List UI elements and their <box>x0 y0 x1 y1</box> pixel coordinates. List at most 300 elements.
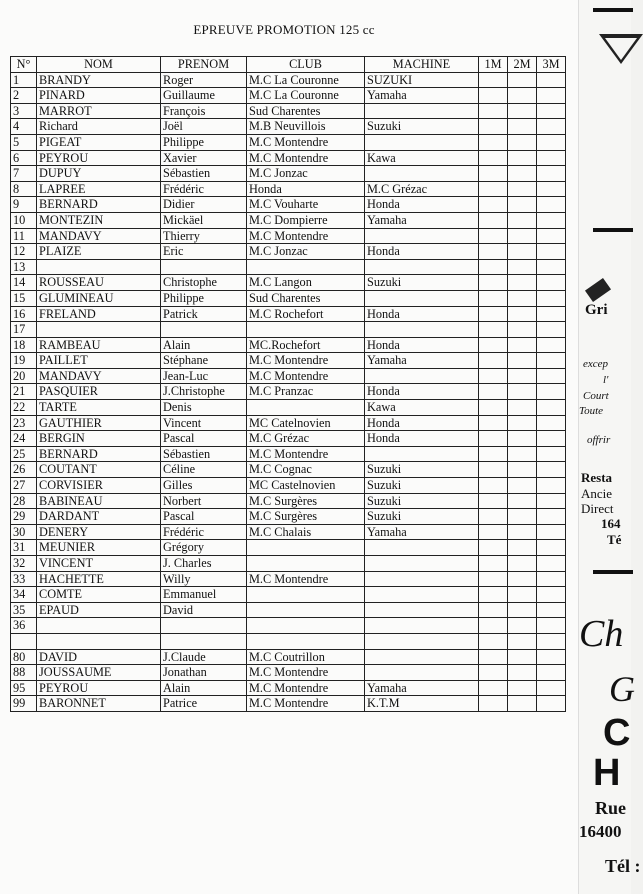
rider-machine-cell: SUZUKI <box>365 72 479 88</box>
result-1m-cell <box>479 649 508 665</box>
rider-club-cell: MC.Rochefort <box>247 337 365 353</box>
result-3m-cell <box>537 353 566 369</box>
side-text-fragment: G <box>609 669 635 709</box>
result-2m-cell <box>508 618 537 634</box>
rider-number-cell: 35 <box>11 602 37 618</box>
rider-nom-cell: GLUMINEAU <box>37 290 161 306</box>
rider-nom-cell: MANDAVY <box>37 368 161 384</box>
result-3m-cell <box>537 509 566 525</box>
result-2m-cell <box>508 462 537 478</box>
table-row <box>11 72 566 88</box>
rider-prenom-cell: Thierry <box>161 228 247 244</box>
rider-prenom-cell <box>161 322 247 338</box>
rider-machine-cell: Honda <box>365 337 479 353</box>
rider-number-cell: 22 <box>11 400 37 416</box>
table-row <box>11 509 566 525</box>
header-row <box>11 57 566 73</box>
result-2m-cell <box>508 103 537 119</box>
rider-prenom-cell: Alain <box>161 337 247 353</box>
rider-club-cell: Honda <box>247 181 365 197</box>
table-row <box>11 166 566 182</box>
result-2m-cell <box>508 275 537 291</box>
result-1m-cell <box>479 540 508 556</box>
result-2m-cell <box>508 134 537 150</box>
rider-nom-cell: COMTE <box>37 587 161 603</box>
rider-machine-cell: Honda <box>365 244 479 260</box>
result-2m-cell <box>508 228 537 244</box>
result-1m-cell <box>479 384 508 400</box>
result-2m-cell <box>508 400 537 416</box>
table-row <box>11 181 566 197</box>
table-row <box>11 212 566 228</box>
rider-club-cell <box>247 587 365 603</box>
rider-machine-cell: K.T.M <box>365 696 479 712</box>
rider-club-cell <box>247 556 365 572</box>
rider-machine-cell: Suzuki <box>365 478 479 494</box>
table-row <box>11 431 566 447</box>
rider-nom-cell: BERGIN <box>37 431 161 447</box>
result-1m-cell <box>479 478 508 494</box>
result-1m-cell <box>479 166 508 182</box>
result-1m-cell <box>479 72 508 88</box>
rider-prenom-cell: Patrick <box>161 306 247 322</box>
result-2m-cell <box>508 306 537 322</box>
results-body <box>11 72 566 711</box>
rider-number-cell: 10 <box>11 212 37 228</box>
rider-number-cell: 32 <box>11 556 37 572</box>
result-3m-cell <box>537 415 566 431</box>
result-2m-cell <box>508 353 537 369</box>
result-1m-cell <box>479 88 508 104</box>
rider-club-cell <box>247 259 365 275</box>
result-1m-cell <box>479 602 508 618</box>
rider-machine-cell: Kawa <box>365 150 479 166</box>
rider-prenom-cell <box>161 633 247 649</box>
rider-prenom-cell: Joël <box>161 119 247 135</box>
result-3m-cell <box>537 212 566 228</box>
rider-number-cell: 30 <box>11 524 37 540</box>
rider-club-cell: M.C Montendre <box>247 368 365 384</box>
result-2m-cell <box>508 415 537 431</box>
rider-club-cell: M.C Montendre <box>247 228 365 244</box>
adjacent-page-edge <box>578 0 641 894</box>
result-1m-cell <box>479 150 508 166</box>
result-1m-cell <box>479 524 508 540</box>
rider-nom-cell <box>37 618 161 634</box>
result-3m-cell <box>537 665 566 681</box>
table-row <box>11 462 566 478</box>
side-text-fragment: offrir <box>587 434 611 446</box>
rider-machine-cell <box>365 633 479 649</box>
result-1m-cell <box>479 212 508 228</box>
result-3m-cell <box>537 618 566 634</box>
rider-number-cell: 2 <box>11 88 37 104</box>
table-row <box>11 493 566 509</box>
rider-prenom-cell <box>161 618 247 634</box>
table-row <box>11 275 566 291</box>
result-1m-cell <box>479 119 508 135</box>
side-text-fragment: Resta <box>581 470 613 485</box>
rider-club-cell: MC Catelnovien <box>247 415 365 431</box>
rider-machine-cell: M.C Grézac <box>365 181 479 197</box>
rider-number-cell: 13 <box>11 259 37 275</box>
col-header-nom: NOM <box>37 57 161 73</box>
result-3m-cell <box>537 103 566 119</box>
table-row <box>11 415 566 431</box>
result-2m-cell <box>508 524 537 540</box>
rider-nom-cell: LAPREE <box>37 181 161 197</box>
rider-club-cell: M.C Cognac <box>247 462 365 478</box>
result-1m-cell <box>479 556 508 572</box>
rider-nom-cell: RAMBEAU <box>37 337 161 353</box>
result-2m-cell <box>508 665 537 681</box>
result-3m-cell <box>537 181 566 197</box>
result-2m-cell <box>508 556 537 572</box>
rider-nom-cell <box>37 633 161 649</box>
side-text-fragment: excep <box>583 358 609 370</box>
rider-nom-cell: PLAIZE <box>37 244 161 260</box>
rider-number-cell: 29 <box>11 509 37 525</box>
rider-machine-cell <box>365 103 479 119</box>
divider-bar <box>593 228 633 232</box>
result-3m-cell <box>537 540 566 556</box>
rider-machine-cell <box>365 602 479 618</box>
result-3m-cell <box>537 556 566 572</box>
rider-prenom-cell: J.Christophe <box>161 384 247 400</box>
result-3m-cell <box>537 322 566 338</box>
result-1m-cell <box>479 244 508 260</box>
result-2m-cell <box>508 244 537 260</box>
rider-nom-cell: PINARD <box>37 88 161 104</box>
rider-nom-cell <box>37 259 161 275</box>
result-1m-cell <box>479 306 508 322</box>
rider-prenom-cell: Pascal <box>161 431 247 447</box>
rider-club-cell: M.C Langon <box>247 275 365 291</box>
table-row <box>11 524 566 540</box>
rider-club-cell: M.C Montendre <box>247 353 365 369</box>
result-2m-cell <box>508 150 537 166</box>
result-3m-cell <box>537 431 566 447</box>
result-3m-cell <box>537 633 566 649</box>
rider-nom-cell: DAVID <box>37 649 161 665</box>
rider-nom-cell: JOUSSAUME <box>37 665 161 681</box>
rider-prenom-cell: Roger <box>161 72 247 88</box>
result-3m-cell <box>537 571 566 587</box>
result-1m-cell <box>479 571 508 587</box>
rider-nom-cell: MONTEZIN <box>37 212 161 228</box>
side-text-fragment: Té <box>607 532 622 547</box>
rider-club-cell: MC Castelnovien <box>247 478 365 494</box>
rider-number-cell: 17 <box>11 322 37 338</box>
rider-club-cell <box>247 602 365 618</box>
rider-machine-cell <box>365 556 479 572</box>
rider-nom-cell: BABINEAU <box>37 493 161 509</box>
rider-machine-cell: Suzuki <box>365 493 479 509</box>
rider-prenom-cell: Didier <box>161 197 247 213</box>
table-row <box>11 680 566 696</box>
rider-prenom-cell: Denis <box>161 400 247 416</box>
side-text-fragment: Direct <box>581 501 614 516</box>
rider-nom-cell: Richard <box>37 119 161 135</box>
rider-nom-cell: PAILLET <box>37 353 161 369</box>
rider-nom-cell: PEYROU <box>37 680 161 696</box>
table-row <box>11 384 566 400</box>
rider-number-cell: 31 <box>11 540 37 556</box>
result-3m-cell <box>537 259 566 275</box>
result-2m-cell <box>508 571 537 587</box>
rider-prenom-cell: Stéphane <box>161 353 247 369</box>
rider-prenom-cell: Philippe <box>161 134 247 150</box>
side-text-fragment: Toute <box>579 405 604 417</box>
rider-machine-cell: Honda <box>365 384 479 400</box>
side-text-fragment: 164 <box>601 516 621 531</box>
rider-nom-cell: BERNARD <box>37 446 161 462</box>
rider-number-cell: 1 <box>11 72 37 88</box>
result-3m-cell <box>537 524 566 540</box>
result-3m-cell <box>537 244 566 260</box>
result-1m-cell <box>479 181 508 197</box>
rider-club-cell: M.C Montendre <box>247 665 365 681</box>
rider-prenom-cell: Pascal <box>161 509 247 525</box>
result-3m-cell <box>537 462 566 478</box>
result-3m-cell <box>537 72 566 88</box>
rider-club-cell: M.C Montendre <box>247 680 365 696</box>
rider-number-cell: 99 <box>11 696 37 712</box>
rider-number-cell: 28 <box>11 493 37 509</box>
rider-prenom-cell: Patrice <box>161 696 247 712</box>
rider-club-cell: M.C Surgères <box>247 493 365 509</box>
result-3m-cell <box>537 446 566 462</box>
rider-number-cell: 88 <box>11 665 37 681</box>
result-1m-cell <box>479 103 508 119</box>
rider-machine-cell: Yamaha <box>365 212 479 228</box>
table-row <box>11 337 566 353</box>
result-3m-cell <box>537 368 566 384</box>
result-3m-cell <box>537 228 566 244</box>
side-text-fragment: Ancie <box>581 486 613 501</box>
result-1m-cell <box>479 368 508 384</box>
rider-club-cell <box>247 633 365 649</box>
table-row <box>11 649 566 665</box>
rider-club-cell: M.C Jonzac <box>247 166 365 182</box>
rider-nom-cell: FRELAND <box>37 306 161 322</box>
result-1m-cell <box>479 134 508 150</box>
rider-number-cell: 25 <box>11 446 37 462</box>
result-2m-cell <box>508 290 537 306</box>
side-text-fragment: Court <box>583 390 609 402</box>
rider-prenom-cell: Philippe <box>161 290 247 306</box>
table-row <box>11 633 566 649</box>
result-3m-cell <box>537 696 566 712</box>
rider-nom-cell: BARONNET <box>37 696 161 712</box>
rider-nom-cell: MARROT <box>37 103 161 119</box>
rider-number-cell: 95 <box>11 680 37 696</box>
rider-nom-cell: MANDAVY <box>37 228 161 244</box>
rider-club-cell: M.C Dompierre <box>247 212 365 228</box>
rider-prenom-cell: Eric <box>161 244 247 260</box>
rider-number-cell: 19 <box>11 353 37 369</box>
rider-club-cell <box>247 400 365 416</box>
rider-club-cell: M.C Pranzac <box>247 384 365 400</box>
rider-number-cell: 27 <box>11 478 37 494</box>
table-row <box>11 602 566 618</box>
rider-prenom-cell: Frédéric <box>161 524 247 540</box>
table-row <box>11 134 566 150</box>
rider-prenom-cell: Norbert <box>161 493 247 509</box>
result-2m-cell <box>508 119 537 135</box>
side-text-fragment: 16400 <box>579 822 622 841</box>
result-2m-cell <box>508 88 537 104</box>
rider-number-cell: 5 <box>11 134 37 150</box>
rider-number-cell: 23 <box>11 415 37 431</box>
result-2m-cell <box>508 197 537 213</box>
rider-number-cell: 4 <box>11 119 37 135</box>
rider-prenom-cell: Emmanuel <box>161 587 247 603</box>
col-header-prenom: PRENOM <box>161 57 247 73</box>
rider-number-cell: 3 <box>11 103 37 119</box>
result-1m-cell <box>479 290 508 306</box>
rider-nom-cell: TARTE <box>37 400 161 416</box>
result-2m-cell <box>508 633 537 649</box>
result-2m-cell <box>508 602 537 618</box>
rider-number-cell: 11 <box>11 228 37 244</box>
result-3m-cell <box>537 275 566 291</box>
rider-machine-cell <box>365 446 479 462</box>
result-2m-cell <box>508 478 537 494</box>
result-2m-cell <box>508 181 537 197</box>
rider-number-cell: 18 <box>11 337 37 353</box>
rider-machine-cell: Yamaha <box>365 88 479 104</box>
result-2m-cell <box>508 446 537 462</box>
result-2m-cell <box>508 384 537 400</box>
rider-prenom-cell: Xavier <box>161 150 247 166</box>
rider-club-cell: M.C Surgères <box>247 509 365 525</box>
rider-machine-cell <box>365 571 479 587</box>
rider-nom-cell: PEYROU <box>37 150 161 166</box>
divider-bar <box>593 8 633 12</box>
rider-nom-cell: BERNARD <box>37 197 161 213</box>
rider-machine-cell <box>365 665 479 681</box>
side-text-fragment: l' <box>603 374 609 386</box>
rider-machine-cell: Yamaha <box>365 353 479 369</box>
rider-club-cell: M.C Jonzac <box>247 244 365 260</box>
rider-machine-cell: Honda <box>365 415 479 431</box>
rider-club-cell: M.C La Couronne <box>247 72 365 88</box>
rider-club-cell: M.B Neuvillois <box>247 119 365 135</box>
result-1m-cell <box>479 353 508 369</box>
rider-prenom-cell: Sébastien <box>161 446 247 462</box>
rider-club-cell: M.C Coutrillon <box>247 649 365 665</box>
ribbon-badge-icon <box>585 278 611 302</box>
result-1m-cell <box>479 322 508 338</box>
rider-prenom-cell: Alain <box>161 680 247 696</box>
result-3m-cell <box>537 587 566 603</box>
result-1m-cell <box>479 696 508 712</box>
result-2m-cell <box>508 587 537 603</box>
table-row <box>11 322 566 338</box>
results-table <box>10 56 566 712</box>
result-2m-cell <box>508 649 537 665</box>
col-header-1m: 1M <box>479 57 508 73</box>
rider-nom-cell: DARDANT <box>37 509 161 525</box>
result-3m-cell <box>537 493 566 509</box>
rider-machine-cell: Suzuki <box>365 275 479 291</box>
table-row <box>11 88 566 104</box>
result-1m-cell <box>479 509 508 525</box>
rider-number-cell: 15 <box>11 290 37 306</box>
result-1m-cell <box>479 462 508 478</box>
table-row <box>11 244 566 260</box>
table-row <box>11 446 566 462</box>
rider-number-cell: 80 <box>11 649 37 665</box>
rider-machine-cell <box>365 290 479 306</box>
rider-club-cell: M.C Montendre <box>247 571 365 587</box>
table-row <box>11 150 566 166</box>
rider-nom-cell: HACHETTE <box>37 571 161 587</box>
table-row <box>11 306 566 322</box>
rider-nom-cell <box>37 322 161 338</box>
rider-prenom-cell: Frédéric <box>161 181 247 197</box>
page-title: EPREUVE PROMOTION 125 cc <box>193 22 375 37</box>
result-2m-cell <box>508 696 537 712</box>
rider-number-cell: 8 <box>11 181 37 197</box>
result-1m-cell <box>479 228 508 244</box>
table-row <box>11 540 566 556</box>
rider-number-cell: 16 <box>11 306 37 322</box>
divider-bar <box>593 570 633 574</box>
rider-club-cell: Sud Charentes <box>247 290 365 306</box>
rider-club-cell: M.C Montendre <box>247 446 365 462</box>
side-text-fragment: Tél : <box>605 856 641 876</box>
rider-number-cell: 34 <box>11 587 37 603</box>
result-3m-cell <box>537 290 566 306</box>
rider-nom-cell: ROUSSEAU <box>37 275 161 291</box>
result-1m-cell <box>479 415 508 431</box>
table-row <box>11 587 566 603</box>
rider-prenom-cell <box>161 259 247 275</box>
rider-machine-cell <box>365 649 479 665</box>
result-2m-cell <box>508 493 537 509</box>
result-1m-cell <box>479 275 508 291</box>
rider-prenom-cell: David <box>161 602 247 618</box>
result-2m-cell <box>508 259 537 275</box>
rider-nom-cell: GAUTHIER <box>37 415 161 431</box>
rider-machine-cell <box>365 618 479 634</box>
rider-nom-cell: MEUNIER <box>37 540 161 556</box>
rider-number-cell: 36 <box>11 618 37 634</box>
result-1m-cell <box>479 665 508 681</box>
table-row <box>11 618 566 634</box>
table-row <box>11 368 566 384</box>
rider-prenom-cell: Céline <box>161 462 247 478</box>
rider-prenom-cell: Mickäel <box>161 212 247 228</box>
rider-prenom-cell: Gilles <box>161 478 247 494</box>
rider-nom-cell: VINCENT <box>37 556 161 572</box>
rider-machine-cell: Honda <box>365 431 479 447</box>
result-3m-cell <box>537 134 566 150</box>
rider-nom-cell: BRANDY <box>37 72 161 88</box>
rider-club-cell: Sud Charentes <box>247 103 365 119</box>
result-2m-cell <box>508 680 537 696</box>
result-1m-cell <box>479 633 508 649</box>
result-1m-cell <box>479 259 508 275</box>
result-3m-cell <box>537 88 566 104</box>
rider-nom-cell: PASQUIER <box>37 384 161 400</box>
rider-prenom-cell: Jonathan <box>161 665 247 681</box>
col-header-3m: 3M <box>537 57 566 73</box>
rider-number-cell: 20 <box>11 368 37 384</box>
table-row <box>11 571 566 587</box>
